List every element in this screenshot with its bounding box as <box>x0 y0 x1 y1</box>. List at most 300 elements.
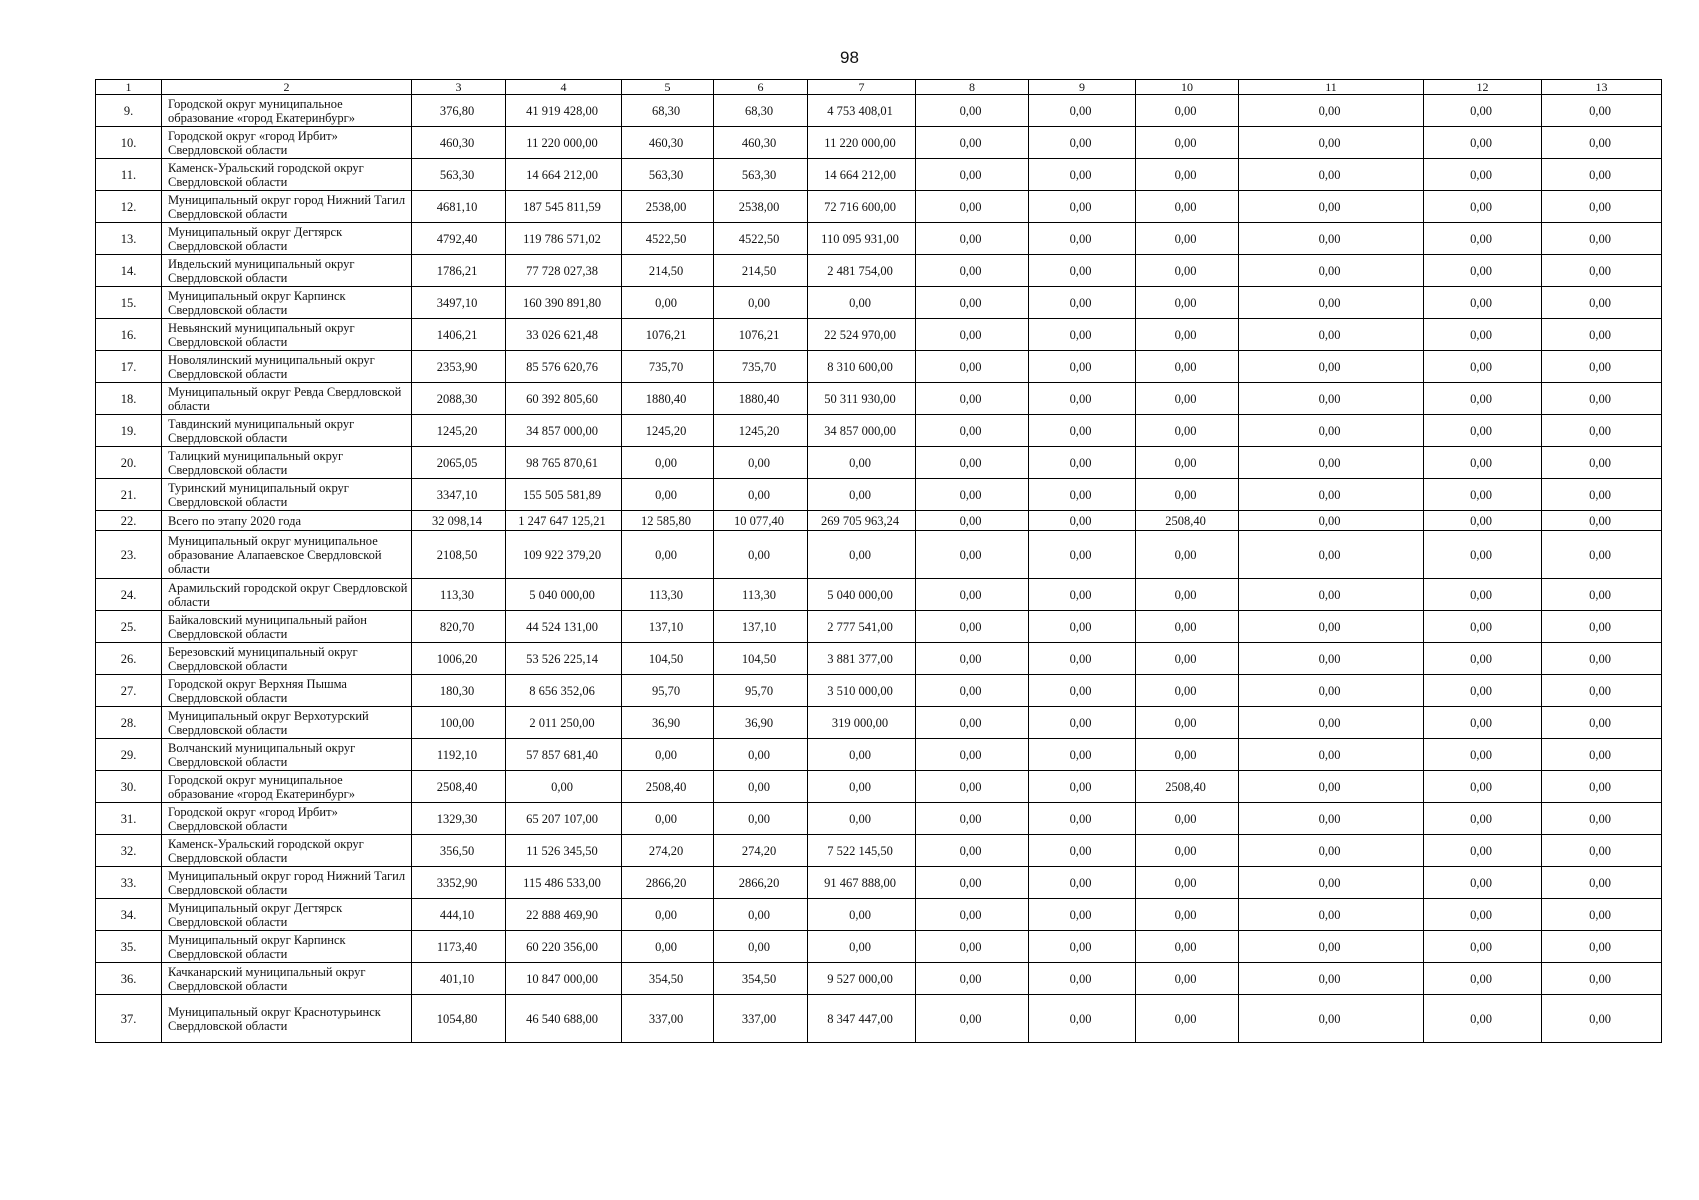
cell-col-12: 0,00 <box>1424 771 1542 803</box>
cell-col-5: 12 585,80 <box>622 511 714 531</box>
cell-col-3: 1054,80 <box>412 995 506 1043</box>
cell-col-3: 2065,05 <box>412 447 506 479</box>
cell-col-5: 0,00 <box>622 479 714 511</box>
data-table <box>95 79 1662 1043</box>
cell-col-7: 9 527 000,00 <box>808 963 916 995</box>
cell-col-5: 0,00 <box>622 803 714 835</box>
cell-col-10: 0,00 <box>1136 447 1239 479</box>
cell-col-12: 0,00 <box>1424 995 1542 1043</box>
table-row <box>96 287 1662 319</box>
cell-col-12: 0,00 <box>1424 287 1542 319</box>
cell-col-4: 33 026 621,48 <box>506 319 622 351</box>
cell-col-6: 0,00 <box>714 531 808 579</box>
cell-col-10: 0,00 <box>1136 963 1239 995</box>
cell-col-8: 0,00 <box>916 963 1029 995</box>
cell-col-6: 0,00 <box>714 447 808 479</box>
cell-col-3: 113,30 <box>412 579 506 611</box>
municipality-name: Всего по этапу 2020 года <box>162 511 412 531</box>
cell-col-3: 4681,10 <box>412 191 506 223</box>
cell-col-8: 0,00 <box>916 611 1029 643</box>
row-number: 18. <box>96 383 162 415</box>
cell-col-11: 0,00 <box>1239 351 1424 383</box>
cell-col-3: 1173,40 <box>412 931 506 963</box>
cell-col-7: 3 881 377,00 <box>808 643 916 675</box>
table-row <box>96 511 1662 531</box>
cell-col-5: 36,90 <box>622 707 714 739</box>
table-row <box>96 159 1662 191</box>
municipality-name: Березовский муниципальный округ Свердловской области <box>162 643 412 675</box>
municipality-name: Тавдинский муниципальный округ Свердловской области <box>162 415 412 447</box>
cell-col-11: 0,00 <box>1239 127 1424 159</box>
cell-col-3: 1245,20 <box>412 415 506 447</box>
cell-col-10: 0,00 <box>1136 579 1239 611</box>
table-row <box>96 191 1662 223</box>
cell-col-4: 155 505 581,89 <box>506 479 622 511</box>
column-header: 8 <box>916 80 1029 95</box>
cell-col-4: 65 207 107,00 <box>506 803 622 835</box>
cell-col-3: 3497,10 <box>412 287 506 319</box>
municipality-name: Муниципальный округ Дегтярск Свердловской области <box>162 223 412 255</box>
cell-col-5: 337,00 <box>622 995 714 1043</box>
cell-col-10: 0,00 <box>1136 739 1239 771</box>
cell-col-6: 1076,21 <box>714 319 808 351</box>
cell-col-10: 0,00 <box>1136 899 1239 931</box>
cell-col-3: 3347,10 <box>412 479 506 511</box>
column-header: 3 <box>412 80 506 95</box>
cell-col-9: 0,00 <box>1029 511 1136 531</box>
cell-col-12: 0,00 <box>1424 531 1542 579</box>
table-row <box>96 963 1662 995</box>
cell-col-9: 0,00 <box>1029 995 1136 1043</box>
cell-col-3: 1006,20 <box>412 643 506 675</box>
column-header: 10 <box>1136 80 1239 95</box>
cell-col-13: 0,00 <box>1542 643 1662 675</box>
cell-col-13: 0,00 <box>1542 739 1662 771</box>
cell-col-12: 0,00 <box>1424 963 1542 995</box>
cell-col-9: 0,00 <box>1029 835 1136 867</box>
column-header: 5 <box>622 80 714 95</box>
cell-col-4: 160 390 891,80 <box>506 287 622 319</box>
page-number: 98 <box>840 48 859 67</box>
municipality-name: Муниципальный округ Карпинск Свердловской области <box>162 287 412 319</box>
cell-col-11: 0,00 <box>1239 415 1424 447</box>
cell-col-5: 113,30 <box>622 579 714 611</box>
cell-col-8: 0,00 <box>916 255 1029 287</box>
cell-col-6: 214,50 <box>714 255 808 287</box>
row-number: 13. <box>96 223 162 255</box>
municipality-name: Каменск-Уральский городской округ Свердловской области <box>162 835 412 867</box>
cell-col-13: 0,00 <box>1542 995 1662 1043</box>
cell-col-6: 1245,20 <box>714 415 808 447</box>
cell-col-3: 444,10 <box>412 899 506 931</box>
cell-col-13: 0,00 <box>1542 383 1662 415</box>
table-row <box>96 739 1662 771</box>
cell-col-6: 735,70 <box>714 351 808 383</box>
table-row <box>96 319 1662 351</box>
row-number: 15. <box>96 287 162 319</box>
cell-col-9: 0,00 <box>1029 771 1136 803</box>
cell-col-10: 0,00 <box>1136 127 1239 159</box>
table-row <box>96 351 1662 383</box>
row-number: 34. <box>96 899 162 931</box>
cell-col-8: 0,00 <box>916 931 1029 963</box>
cell-col-3: 180,30 <box>412 675 506 707</box>
cell-col-6: 337,00 <box>714 995 808 1043</box>
cell-col-7: 22 524 970,00 <box>808 319 916 351</box>
cell-col-12: 0,00 <box>1424 611 1542 643</box>
cell-col-7: 34 857 000,00 <box>808 415 916 447</box>
row-number: 31. <box>96 803 162 835</box>
cell-col-8: 0,00 <box>916 127 1029 159</box>
cell-col-9: 0,00 <box>1029 611 1136 643</box>
cell-col-7: 110 095 931,00 <box>808 223 916 255</box>
cell-col-11: 0,00 <box>1239 191 1424 223</box>
municipality-name: Городской округ «город Ирбит» Свердловской области <box>162 127 412 159</box>
table-row <box>96 643 1662 675</box>
cell-col-12: 0,00 <box>1424 511 1542 531</box>
cell-col-3: 2088,30 <box>412 383 506 415</box>
row-number: 14. <box>96 255 162 287</box>
cell-col-10: 0,00 <box>1136 867 1239 899</box>
row-number: 17. <box>96 351 162 383</box>
cell-col-11: 0,00 <box>1239 963 1424 995</box>
cell-col-13: 0,00 <box>1542 931 1662 963</box>
municipality-name: Новолялинский муниципальный округ Свердловской области <box>162 351 412 383</box>
cell-col-11: 0,00 <box>1239 771 1424 803</box>
cell-col-10: 2508,40 <box>1136 771 1239 803</box>
cell-col-10: 0,00 <box>1136 835 1239 867</box>
cell-col-7: 2 481 754,00 <box>808 255 916 287</box>
cell-col-8: 0,00 <box>916 531 1029 579</box>
cell-col-8: 0,00 <box>916 479 1029 511</box>
cell-col-9: 0,00 <box>1029 579 1136 611</box>
cell-col-11: 0,00 <box>1239 531 1424 579</box>
cell-col-11: 0,00 <box>1239 995 1424 1043</box>
column-header: 6 <box>714 80 808 95</box>
cell-col-7: 0,00 <box>808 739 916 771</box>
table-row <box>96 383 1662 415</box>
cell-col-6: 0,00 <box>714 739 808 771</box>
cell-col-12: 0,00 <box>1424 899 1542 931</box>
table-row <box>96 931 1662 963</box>
cell-col-3: 2108,50 <box>412 531 506 579</box>
cell-col-10: 0,00 <box>1136 95 1239 127</box>
cell-col-5: 0,00 <box>622 531 714 579</box>
cell-col-4: 41 919 428,00 <box>506 95 622 127</box>
cell-col-9: 0,00 <box>1029 383 1136 415</box>
cell-col-8: 0,00 <box>916 867 1029 899</box>
cell-col-8: 0,00 <box>916 739 1029 771</box>
cell-col-12: 0,00 <box>1424 383 1542 415</box>
cell-col-5: 1245,20 <box>622 415 714 447</box>
municipality-name: Муниципальный округ Ревда Свердловской области <box>162 383 412 415</box>
cell-col-7: 3 510 000,00 <box>808 675 916 707</box>
cell-col-9: 0,00 <box>1029 803 1136 835</box>
cell-col-10: 0,00 <box>1136 479 1239 511</box>
cell-col-4: 109 922 379,20 <box>506 531 622 579</box>
cell-col-8: 0,00 <box>916 191 1029 223</box>
cell-col-5: 0,00 <box>622 447 714 479</box>
cell-col-11: 0,00 <box>1239 579 1424 611</box>
table-row <box>96 531 1662 579</box>
cell-col-9: 0,00 <box>1029 447 1136 479</box>
municipality-name: Муниципальный округ город Нижний Тагил Свердловской области <box>162 867 412 899</box>
cell-col-9: 0,00 <box>1029 127 1136 159</box>
cell-col-4: 22 888 469,90 <box>506 899 622 931</box>
cell-col-10: 0,00 <box>1136 415 1239 447</box>
cell-col-10: 0,00 <box>1136 803 1239 835</box>
cell-col-3: 563,30 <box>412 159 506 191</box>
cell-col-5: 68,30 <box>622 95 714 127</box>
cell-col-6: 4522,50 <box>714 223 808 255</box>
table-row <box>96 579 1662 611</box>
cell-col-5: 460,30 <box>622 127 714 159</box>
cell-col-7: 0,00 <box>808 531 916 579</box>
cell-col-5: 214,50 <box>622 255 714 287</box>
cell-col-5: 0,00 <box>622 899 714 931</box>
cell-col-3: 820,70 <box>412 611 506 643</box>
cell-col-10: 0,00 <box>1136 351 1239 383</box>
cell-col-9: 0,00 <box>1029 867 1136 899</box>
cell-col-10: 0,00 <box>1136 643 1239 675</box>
cell-col-4: 14 664 212,00 <box>506 159 622 191</box>
table-row <box>96 899 1662 931</box>
cell-col-12: 0,00 <box>1424 739 1542 771</box>
row-number: 25. <box>96 611 162 643</box>
cell-col-11: 0,00 <box>1239 707 1424 739</box>
cell-col-9: 0,00 <box>1029 319 1136 351</box>
cell-col-13: 0,00 <box>1542 899 1662 931</box>
table-row <box>96 995 1662 1043</box>
row-number: 22. <box>96 511 162 531</box>
cell-col-9: 0,00 <box>1029 191 1136 223</box>
cell-col-7: 4 753 408,01 <box>808 95 916 127</box>
municipality-name: Муниципальный округ город Нижний Тагил Свердловской области <box>162 191 412 223</box>
cell-col-6: 0,00 <box>714 771 808 803</box>
cell-col-12: 0,00 <box>1424 931 1542 963</box>
cell-col-10: 0,00 <box>1136 675 1239 707</box>
cell-col-4: 44 524 131,00 <box>506 611 622 643</box>
cell-col-8: 0,00 <box>916 675 1029 707</box>
table-row <box>96 835 1662 867</box>
table-row <box>96 223 1662 255</box>
cell-col-7: 0,00 <box>808 899 916 931</box>
cell-col-6: 10 077,40 <box>714 511 808 531</box>
column-header: 9 <box>1029 80 1136 95</box>
cell-col-5: 1880,40 <box>622 383 714 415</box>
cell-col-9: 0,00 <box>1029 739 1136 771</box>
cell-col-11: 0,00 <box>1239 95 1424 127</box>
cell-col-6: 354,50 <box>714 963 808 995</box>
cell-col-9: 0,00 <box>1029 931 1136 963</box>
cell-col-11: 0,00 <box>1239 319 1424 351</box>
cell-col-12: 0,00 <box>1424 643 1542 675</box>
municipality-name: Муниципальный округ Краснотурьинск Свердловской области <box>162 995 412 1043</box>
municipality-name: Муниципальный округ муниципальное образование Алапаевское Свердловской области <box>162 531 412 579</box>
cell-col-7: 0,00 <box>808 931 916 963</box>
cell-col-13: 0,00 <box>1542 351 1662 383</box>
row-number: 36. <box>96 963 162 995</box>
cell-col-8: 0,00 <box>916 159 1029 191</box>
cell-col-5: 104,50 <box>622 643 714 675</box>
municipality-name: Невьянский муниципальный округ Свердловской области <box>162 319 412 351</box>
cell-col-11: 0,00 <box>1239 931 1424 963</box>
cell-col-7: 0,00 <box>808 803 916 835</box>
column-header: 11 <box>1239 80 1424 95</box>
cell-col-4: 46 540 688,00 <box>506 995 622 1043</box>
cell-col-6: 113,30 <box>714 579 808 611</box>
municipality-name: Туринский муниципальный округ Свердловской области <box>162 479 412 511</box>
cell-col-4: 98 765 870,61 <box>506 447 622 479</box>
cell-col-5: 4522,50 <box>622 223 714 255</box>
cell-col-3: 4792,40 <box>412 223 506 255</box>
cell-col-7: 0,00 <box>808 447 916 479</box>
cell-col-8: 0,00 <box>916 415 1029 447</box>
table-row <box>96 447 1662 479</box>
row-number: 33. <box>96 867 162 899</box>
cell-col-6: 1880,40 <box>714 383 808 415</box>
cell-col-4: 53 526 225,14 <box>506 643 622 675</box>
table-row <box>96 415 1662 447</box>
cell-col-13: 0,00 <box>1542 579 1662 611</box>
cell-col-3: 2508,40 <box>412 771 506 803</box>
cell-col-9: 0,00 <box>1029 707 1136 739</box>
cell-col-7: 8 310 600,00 <box>808 351 916 383</box>
cell-col-4: 187 545 811,59 <box>506 191 622 223</box>
municipality-name: Городской округ Верхняя Пышма Свердловской области <box>162 675 412 707</box>
cell-col-8: 0,00 <box>916 643 1029 675</box>
cell-col-10: 0,00 <box>1136 931 1239 963</box>
row-number: 37. <box>96 995 162 1043</box>
cell-col-7: 5 040 000,00 <box>808 579 916 611</box>
cell-col-5: 2866,20 <box>622 867 714 899</box>
cell-col-6: 0,00 <box>714 803 808 835</box>
cell-col-12: 0,00 <box>1424 707 1542 739</box>
municipality-name: Муниципальный округ Дегтярск Свердловской области <box>162 899 412 931</box>
municipality-name: Волчанский муниципальный округ Свердловской области <box>162 739 412 771</box>
cell-col-6: 68,30 <box>714 95 808 127</box>
cell-col-7: 14 664 212,00 <box>808 159 916 191</box>
cell-col-3: 1192,10 <box>412 739 506 771</box>
municipality-name: Байкаловский муниципальный район Свердловской области <box>162 611 412 643</box>
cell-col-13: 0,00 <box>1542 707 1662 739</box>
table-row <box>96 867 1662 899</box>
cell-col-6: 137,10 <box>714 611 808 643</box>
municipality-name: Городской округ «город Ирбит» Свердловской области <box>162 803 412 835</box>
cell-col-13: 0,00 <box>1542 835 1662 867</box>
cell-col-3: 1786,21 <box>412 255 506 287</box>
cell-col-4: 34 857 000,00 <box>506 415 622 447</box>
cell-col-4: 11 220 000,00 <box>506 127 622 159</box>
cell-col-6: 2866,20 <box>714 867 808 899</box>
cell-col-13: 0,00 <box>1542 675 1662 707</box>
cell-col-13: 0,00 <box>1542 255 1662 287</box>
cell-col-12: 0,00 <box>1424 867 1542 899</box>
cell-col-11: 0,00 <box>1239 287 1424 319</box>
row-number: 12. <box>96 191 162 223</box>
cell-col-13: 0,00 <box>1542 415 1662 447</box>
cell-col-12: 0,00 <box>1424 579 1542 611</box>
cell-col-10: 0,00 <box>1136 319 1239 351</box>
column-header: 2 <box>162 80 412 95</box>
cell-col-8: 0,00 <box>916 95 1029 127</box>
row-number: 27. <box>96 675 162 707</box>
cell-col-7: 8 347 447,00 <box>808 995 916 1043</box>
cell-col-8: 0,00 <box>916 511 1029 531</box>
cell-col-4: 5 040 000,00 <box>506 579 622 611</box>
cell-col-9: 0,00 <box>1029 159 1136 191</box>
cell-col-7: 72 716 600,00 <box>808 191 916 223</box>
cell-col-11: 0,00 <box>1239 835 1424 867</box>
cell-col-12: 0,00 <box>1424 835 1542 867</box>
cell-col-8: 0,00 <box>916 447 1029 479</box>
row-number: 16. <box>96 319 162 351</box>
cell-col-8: 0,00 <box>916 287 1029 319</box>
table-row <box>96 255 1662 287</box>
cell-col-9: 0,00 <box>1029 223 1136 255</box>
cell-col-13: 0,00 <box>1542 771 1662 803</box>
municipality-name: Каменск-Уральский городской округ Свердловской области <box>162 159 412 191</box>
cell-col-11: 0,00 <box>1239 511 1424 531</box>
cell-col-11: 0,00 <box>1239 803 1424 835</box>
column-header: 7 <box>808 80 916 95</box>
cell-col-13: 0,00 <box>1542 223 1662 255</box>
cell-col-13: 0,00 <box>1542 611 1662 643</box>
cell-col-4: 115 486 533,00 <box>506 867 622 899</box>
row-number: 26. <box>96 643 162 675</box>
cell-col-5: 0,00 <box>622 931 714 963</box>
row-number: 9. <box>96 95 162 127</box>
table-row <box>96 611 1662 643</box>
municipality-name: Муниципальный округ Верхотурский Свердловской области <box>162 707 412 739</box>
cell-col-9: 0,00 <box>1029 675 1136 707</box>
cell-col-12: 0,00 <box>1424 191 1542 223</box>
cell-col-13: 0,00 <box>1542 127 1662 159</box>
cell-col-10: 0,00 <box>1136 287 1239 319</box>
cell-col-3: 100,00 <box>412 707 506 739</box>
column-header: 1 <box>96 80 162 95</box>
cell-col-11: 0,00 <box>1239 675 1424 707</box>
cell-col-12: 0,00 <box>1424 803 1542 835</box>
table-row <box>96 707 1662 739</box>
cell-col-5: 354,50 <box>622 963 714 995</box>
cell-col-3: 2353,90 <box>412 351 506 383</box>
cell-col-7: 91 467 888,00 <box>808 867 916 899</box>
cell-col-10: 0,00 <box>1136 707 1239 739</box>
cell-col-5: 137,10 <box>622 611 714 643</box>
table-row <box>96 803 1662 835</box>
cell-col-7: 11 220 000,00 <box>808 127 916 159</box>
cell-col-7: 0,00 <box>808 287 916 319</box>
cell-col-4: 0,00 <box>506 771 622 803</box>
cell-col-6: 563,30 <box>714 159 808 191</box>
cell-col-4: 119 786 571,02 <box>506 223 622 255</box>
cell-col-8: 0,00 <box>916 707 1029 739</box>
cell-col-3: 356,50 <box>412 835 506 867</box>
cell-col-8: 0,00 <box>916 835 1029 867</box>
row-number: 21. <box>96 479 162 511</box>
municipality-name: Городской округ муниципальное образование «город Екатеринбург» <box>162 771 412 803</box>
table-row <box>96 479 1662 511</box>
cell-col-13: 0,00 <box>1542 511 1662 531</box>
column-header: 13 <box>1542 80 1662 95</box>
cell-col-13: 0,00 <box>1542 95 1662 127</box>
cell-col-11: 0,00 <box>1239 611 1424 643</box>
cell-col-9: 0,00 <box>1029 95 1136 127</box>
cell-col-7: 0,00 <box>808 479 916 511</box>
row-number: 28. <box>96 707 162 739</box>
cell-col-5: 274,20 <box>622 835 714 867</box>
